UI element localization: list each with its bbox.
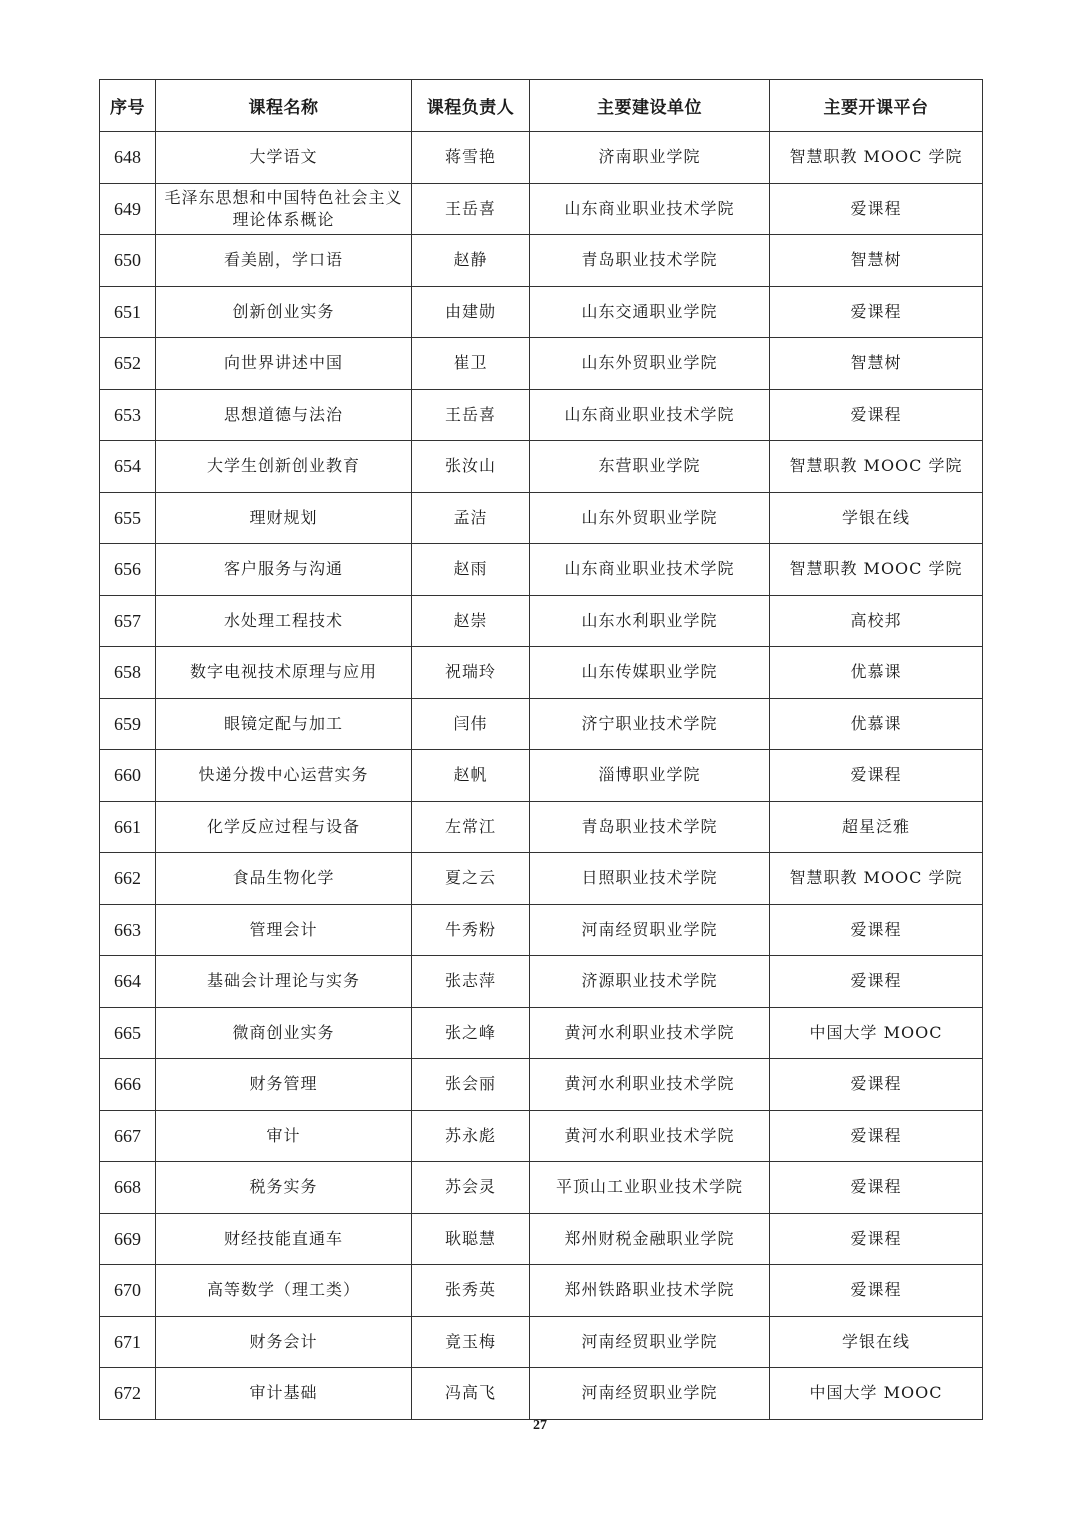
- table-row: [100, 698, 983, 750]
- header-course-name: 课程名称: [156, 80, 412, 132]
- cell-index: 651: [100, 286, 156, 338]
- cell-course-name: 审计基础: [156, 1368, 412, 1420]
- cell-index: 650: [100, 235, 156, 287]
- cell-institution: 河南经贸职业学院: [530, 1368, 770, 1420]
- cell-index: 655: [100, 492, 156, 544]
- cell-course-name: 化学反应过程与设备: [156, 801, 412, 853]
- cell-index: 659: [100, 698, 156, 750]
- table-body: [100, 132, 983, 1420]
- cell-course-lead: 孟洁: [412, 492, 530, 544]
- table-row: [100, 441, 983, 493]
- cell-course-lead: 赵雨: [412, 544, 530, 596]
- cell-course-name: 数字电视技术原理与应用: [156, 647, 412, 699]
- cell-index: 668: [100, 1162, 156, 1214]
- cell-platform: 智慧职教 MOOC 学院: [770, 441, 983, 493]
- cell-platform: 爱课程: [770, 1213, 983, 1265]
- cell-platform: 高校邦: [770, 595, 983, 647]
- cell-index: 671: [100, 1316, 156, 1368]
- cell-platform: 爱课程: [770, 1162, 983, 1214]
- table-row: [100, 956, 983, 1008]
- cell-course-name: 财务会计: [156, 1316, 412, 1368]
- header-index: 序号: [100, 80, 156, 132]
- cell-platform: 中国大学 MOOC: [770, 1368, 983, 1420]
- course-table: [99, 79, 983, 1420]
- cell-course-name: 基础会计理论与实务: [156, 956, 412, 1008]
- cell-course-name: 管理会计: [156, 904, 412, 956]
- cell-institution: 黄河水利职业技术学院: [530, 1059, 770, 1111]
- cell-course-lead: 张会丽: [412, 1059, 530, 1111]
- cell-course-lead: 赵静: [412, 235, 530, 287]
- cell-index: 667: [100, 1110, 156, 1162]
- cell-institution: 山东商业职业技术学院: [530, 389, 770, 441]
- cell-index: 666: [100, 1059, 156, 1111]
- cell-institution: 河南经贸职业学院: [530, 904, 770, 956]
- cell-institution: 山东水利职业学院: [530, 595, 770, 647]
- table-row: [100, 389, 983, 441]
- header-platform: 主要开课平台: [770, 80, 983, 132]
- cell-course-lead: 左常江: [412, 801, 530, 853]
- cell-platform: 爱课程: [770, 1110, 983, 1162]
- cell-institution: 山东商业职业技术学院: [530, 183, 770, 235]
- page-number: 27: [533, 1418, 547, 1433]
- cell-platform: 爱课程: [770, 750, 983, 802]
- cell-institution: 山东外贸职业学院: [530, 492, 770, 544]
- cell-course-lead: 张志萍: [412, 956, 530, 1008]
- cell-platform: 优慕课: [770, 698, 983, 750]
- cell-course-name: 思想道德与法治: [156, 389, 412, 441]
- cell-platform: 爱课程: [770, 1059, 983, 1111]
- cell-institution: 郑州铁路职业技术学院: [530, 1265, 770, 1317]
- cell-platform: 智慧职教 MOOC 学院: [770, 853, 983, 905]
- cell-course-lead: 苏会灵: [412, 1162, 530, 1214]
- cell-platform: 爱课程: [770, 904, 983, 956]
- cell-platform: 爱课程: [770, 1265, 983, 1317]
- cell-course-name: 水处理工程技术: [156, 595, 412, 647]
- cell-index: 658: [100, 647, 156, 699]
- cell-course-name: 高等数学（理工类）: [156, 1265, 412, 1317]
- cell-course-lead: 蒋雪艳: [412, 132, 530, 184]
- cell-institution: 河南经贸职业学院: [530, 1316, 770, 1368]
- cell-platform: 超星泛雅: [770, 801, 983, 853]
- cell-course-name: 快递分拨中心运营实务: [156, 750, 412, 802]
- cell-institution: 济源职业技术学院: [530, 956, 770, 1008]
- cell-course-name: 税务实务: [156, 1162, 412, 1214]
- cell-course-lead: 赵帆: [412, 750, 530, 802]
- cell-course-name: 审计: [156, 1110, 412, 1162]
- table-row: [100, 1265, 983, 1317]
- cell-index: 660: [100, 750, 156, 802]
- cell-course-lead: 张汝山: [412, 441, 530, 493]
- cell-platform: 学银在线: [770, 1316, 983, 1368]
- cell-course-lead: 崔卫: [412, 338, 530, 390]
- cell-institution: 山东交通职业学院: [530, 286, 770, 338]
- table-row: [100, 235, 983, 287]
- cell-course-lead: 王岳喜: [412, 389, 530, 441]
- cell-course-name: 毛泽东思想和中国特色社会主义理论体系概论: [156, 183, 412, 235]
- cell-institution: 山东传媒职业学院: [530, 647, 770, 699]
- cell-platform: 中国大学 MOOC: [770, 1007, 983, 1059]
- cell-platform: 爱课程: [770, 286, 983, 338]
- table-row: [100, 132, 983, 184]
- cell-institution: 淄博职业学院: [530, 750, 770, 802]
- cell-platform: 爱课程: [770, 389, 983, 441]
- cell-index: 670: [100, 1265, 156, 1317]
- table-row: [100, 492, 983, 544]
- cell-course-name: 微商创业实务: [156, 1007, 412, 1059]
- table-row: [100, 801, 983, 853]
- cell-index: 656: [100, 544, 156, 596]
- cell-course-name: 大学生创新创业教育: [156, 441, 412, 493]
- cell-course-lead: 张秀英: [412, 1265, 530, 1317]
- table-row: [100, 183, 983, 235]
- cell-platform: 爱课程: [770, 956, 983, 1008]
- cell-course-name: 大学语文: [156, 132, 412, 184]
- cell-institution: 黄河水利职业技术学院: [530, 1110, 770, 1162]
- cell-platform: 优慕课: [770, 647, 983, 699]
- cell-institution: 青岛职业技术学院: [530, 235, 770, 287]
- cell-index: 665: [100, 1007, 156, 1059]
- cell-index: 648: [100, 132, 156, 184]
- cell-institution: 山东商业职业技术学院: [530, 544, 770, 596]
- table-row: [100, 338, 983, 390]
- cell-course-lead: 耿聪慧: [412, 1213, 530, 1265]
- cell-course-name: 食品生物化学: [156, 853, 412, 905]
- cell-course-lead: 竟玉梅: [412, 1316, 530, 1368]
- cell-index: 653: [100, 389, 156, 441]
- table-row: [100, 1059, 983, 1111]
- cell-platform: 智慧树: [770, 235, 983, 287]
- cell-course-lead: 牛秀粉: [412, 904, 530, 956]
- table-row: [100, 1368, 983, 1420]
- cell-index: 664: [100, 956, 156, 1008]
- table-header-row: [100, 80, 983, 132]
- cell-course-name: 向世界讲述中国: [156, 338, 412, 390]
- cell-platform: 智慧职教 MOOC 学院: [770, 132, 983, 184]
- cell-index: 662: [100, 853, 156, 905]
- table-row: [100, 904, 983, 956]
- cell-index: 672: [100, 1368, 156, 1420]
- table-row: [100, 1213, 983, 1265]
- cell-course-name: 财经技能直通车: [156, 1213, 412, 1265]
- cell-index: 654: [100, 441, 156, 493]
- cell-index: 649: [100, 183, 156, 235]
- table-row: [100, 595, 983, 647]
- cell-course-lead: 由建勋: [412, 286, 530, 338]
- cell-institution: 东营职业学院: [530, 441, 770, 493]
- cell-course-name: 理财规划: [156, 492, 412, 544]
- cell-index: 661: [100, 801, 156, 853]
- cell-platform: 智慧职教 MOOC 学院: [770, 544, 983, 596]
- cell-course-lead: 苏永彪: [412, 1110, 530, 1162]
- cell-index: 652: [100, 338, 156, 390]
- table-row: [100, 750, 983, 802]
- cell-course-lead: 冯高飞: [412, 1368, 530, 1420]
- table-row: [100, 1007, 983, 1059]
- cell-course-name: 眼镜定配与加工: [156, 698, 412, 750]
- cell-platform: 智慧树: [770, 338, 983, 390]
- cell-course-lead: 赵崇: [412, 595, 530, 647]
- table-row: [100, 853, 983, 905]
- cell-institution: 郑州财税金融职业学院: [530, 1213, 770, 1265]
- cell-institution: 山东外贸职业学院: [530, 338, 770, 390]
- cell-institution: 黄河水利职业技术学院: [530, 1007, 770, 1059]
- cell-index: 657: [100, 595, 156, 647]
- cell-course-lead: 张之峰: [412, 1007, 530, 1059]
- cell-index: 669: [100, 1213, 156, 1265]
- cell-course-name: 客户服务与沟通: [156, 544, 412, 596]
- cell-course-name: 财务管理: [156, 1059, 412, 1111]
- cell-course-lead: 祝瑞玲: [412, 647, 530, 699]
- table-row: [100, 1316, 983, 1368]
- table-row: [100, 1162, 983, 1214]
- cell-institution: 日照职业技术学院: [530, 853, 770, 905]
- cell-course-lead: 夏之云: [412, 853, 530, 905]
- table-row: [100, 286, 983, 338]
- table-row: [100, 1110, 983, 1162]
- cell-course-lead: 王岳喜: [412, 183, 530, 235]
- cell-course-name: 看美剧，学口语: [156, 235, 412, 287]
- cell-institution: 平顶山工业职业技术学院: [530, 1162, 770, 1214]
- table-row: [100, 544, 983, 596]
- cell-institution: 济宁职业技术学院: [530, 698, 770, 750]
- cell-index: 663: [100, 904, 156, 956]
- header-course-lead: 课程负责人: [412, 80, 530, 132]
- cell-platform: 学银在线: [770, 492, 983, 544]
- cell-course-name: 创新创业实务: [156, 286, 412, 338]
- cell-institution: 青岛职业技术学院: [530, 801, 770, 853]
- cell-course-lead: 闫伟: [412, 698, 530, 750]
- table-row: [100, 647, 983, 699]
- header-institution: 主要建设单位: [530, 80, 770, 132]
- cell-platform: 爱课程: [770, 183, 983, 235]
- cell-institution: 济南职业学院: [530, 132, 770, 184]
